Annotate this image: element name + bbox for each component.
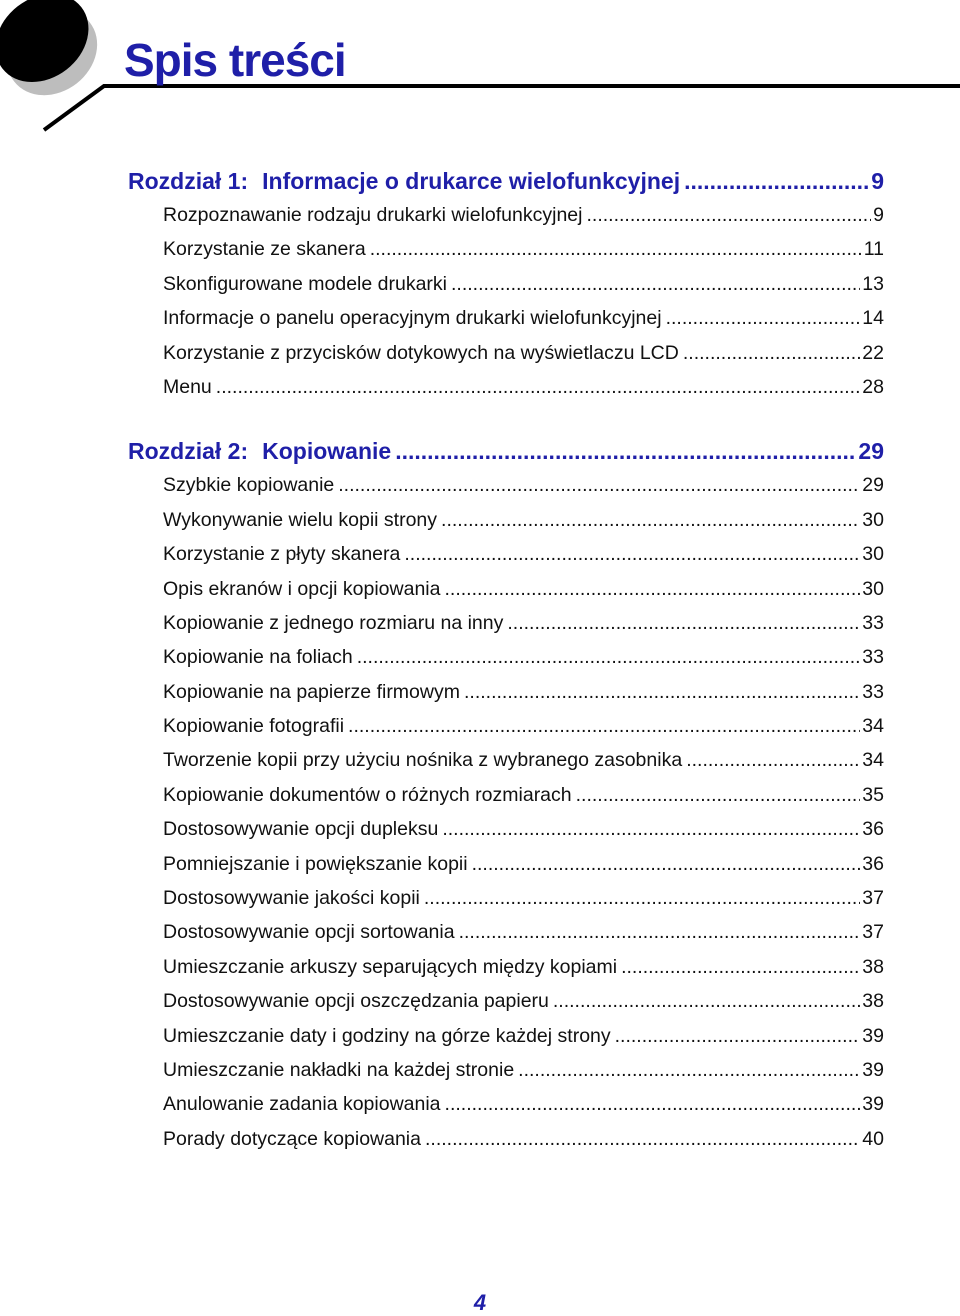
- toc-entry-label: Korzystanie ze skanera: [163, 238, 366, 261]
- toc-entry[interactable]: [163, 1053, 884, 1087]
- toc-entry[interactable]: [163, 537, 884, 571]
- toc-entry-page-number: 29: [862, 474, 884, 497]
- toc-entry-page-number: 38: [862, 955, 884, 978]
- toc-entry[interactable]: [163, 468, 884, 502]
- toc-entry[interactable]: [163, 984, 884, 1018]
- toc-entry-page-number: 33: [862, 680, 884, 703]
- toc-entry-label: Korzystanie z przycisków dotykowych na wyświetlaczu LCD: [163, 341, 679, 364]
- toc-entry-label: Dostosowywanie opcji dupleksu: [163, 818, 439, 841]
- toc-entry[interactable]: [163, 915, 884, 949]
- chapter-page-number: 9: [871, 168, 884, 194]
- toc-entry-label: Wykonywanie wielu kopii strony: [163, 508, 438, 531]
- toc-entry-page-number: 30: [862, 543, 884, 566]
- toc-entry-label: Korzystanie z płyty skanera: [163, 543, 401, 566]
- dot-leader: [464, 675, 860, 709]
- toc-entry-page-number: 13: [862, 272, 884, 295]
- page-title: Spis treści: [124, 34, 346, 86]
- toc-entry[interactable]: [163, 1122, 884, 1156]
- dot-leader: [424, 881, 860, 915]
- toc-entry-page-number: 22: [862, 341, 884, 364]
- dot-leader: [586, 198, 871, 232]
- toc-entry-page-number: 40: [862, 1127, 884, 1150]
- dot-leader: [445, 1087, 861, 1121]
- toc-entry[interactable]: [163, 1087, 884, 1121]
- toc-entry-page-number: 39: [862, 1058, 884, 1081]
- toc-entry[interactable]: [163, 778, 884, 812]
- dot-leader: [444, 572, 860, 606]
- toc-entry[interactable]: [163, 267, 884, 301]
- toc-entry-label: Skonfigurowane modele drukarki: [163, 272, 447, 295]
- toc-entry-label: Kopiowanie fotografii: [163, 715, 345, 738]
- toc-chapter-2[interactable]: [128, 434, 884, 468]
- toc-entry-label: Dostosowywanie opcji oszczędzania papieru: [163, 990, 549, 1013]
- toc-entry-page-number: 14: [862, 307, 884, 330]
- toc-entry-page-number: 35: [862, 783, 884, 806]
- toc-entry[interactable]: [163, 503, 884, 537]
- toc-entry[interactable]: [163, 709, 884, 743]
- dot-leader: [459, 915, 861, 949]
- toc-entry[interactable]: [163, 232, 884, 266]
- toc-entry-label: Pomniejszanie i powiększanie kopii: [163, 852, 468, 875]
- toc-entry-label: Porady dotyczące kopiowania: [163, 1127, 421, 1150]
- chapter-number: Rozdział 1:: [128, 168, 249, 194]
- corner-frame-line: [44, 86, 960, 130]
- toc-entry[interactable]: [163, 370, 884, 404]
- toc-entry-label: Kopiowanie na foliach: [163, 646, 353, 669]
- toc-entry-page-number: 36: [862, 818, 884, 841]
- toc-entry-label: Tworzenie kopii przy użyciu nośnika z wybranego zasobnika: [163, 749, 683, 772]
- toc-entry-label: Umieszczanie nakładki na każdej stronie: [163, 1058, 515, 1081]
- toc-entry-label: Dostosowywanie opcji sortowania: [163, 921, 455, 944]
- toc-entry-page-number: 38: [862, 990, 884, 1013]
- toc-entry[interactable]: [163, 572, 884, 606]
- dot-leader: [621, 950, 860, 984]
- toc-entry-label: Informacje o panelu operacyjnym drukarki wielofunkcyjnej: [163, 307, 662, 330]
- dot-leader: [683, 336, 860, 370]
- toc-entry-label: Opis ekranów i opcji kopiowania: [163, 577, 441, 600]
- toc-entry-label: Menu: [163, 375, 212, 398]
- toc-entry[interactable]: [163, 881, 884, 915]
- dot-leader: [576, 778, 861, 812]
- toc-entry-page-number: 37: [862, 887, 884, 910]
- dot-leader: [441, 503, 860, 537]
- toc-entry-page-number: 11: [863, 238, 884, 261]
- dot-leader: [615, 1019, 861, 1053]
- toc-entry-page-number: 28: [862, 375, 884, 398]
- toc-entry[interactable]: [163, 606, 884, 640]
- dot-leader: [404, 537, 860, 571]
- dot-leader: [507, 606, 860, 640]
- toc-entry-label: Kopiowanie dokumentów o różnych rozmiarach: [163, 783, 572, 806]
- chapter-number: Rozdział 2:: [128, 438, 249, 465]
- dot-leader: [518, 1053, 860, 1087]
- dot-leader: [686, 743, 860, 777]
- toc-entry-label: Kopiowanie z jednego rozmiaru na inny: [163, 611, 504, 634]
- toc-entry-page-number: 34: [862, 749, 884, 772]
- toc-entry-page-number: 39: [862, 1024, 884, 1047]
- chapter-title: Kopiowanie: [262, 438, 392, 465]
- table-of-contents: [128, 164, 884, 1156]
- toc-chapter-1[interactable]: [128, 164, 884, 198]
- dot-leader: [666, 301, 861, 335]
- page-number: 4: [473, 1290, 487, 1315]
- toc-entry-label: Szybkie kopiowanie: [163, 474, 335, 497]
- dot-leader: [553, 984, 860, 1018]
- toc-entry[interactable]: [163, 812, 884, 846]
- toc-entry-page-number: 33: [862, 611, 884, 634]
- dot-leader: [348, 709, 860, 743]
- toc-entry[interactable]: [163, 301, 884, 335]
- toc-entry-page-number: 33: [862, 646, 884, 669]
- toc-entry-page-number: 30: [862, 508, 884, 531]
- dot-leader: [338, 468, 860, 502]
- toc-entry-page-number: 9: [873, 204, 884, 226]
- toc-entry-label: Umieszczanie daty i godziny na górze każdej strony: [163, 1024, 611, 1047]
- toc-entry-page-number: 36: [862, 852, 884, 875]
- toc-entry-page-number: 34: [862, 715, 884, 738]
- toc-entry[interactable]: [163, 336, 884, 370]
- chapter-page-number: 29: [858, 438, 884, 465]
- toc-entry-label: Dostosowywanie jakości kopii: [163, 887, 420, 910]
- toc-entry[interactable]: [163, 950, 884, 984]
- toc-entry[interactable]: [163, 640, 884, 674]
- dot-leader: [451, 267, 860, 301]
- toc-entry-page-number: 30: [862, 577, 884, 600]
- toc-entry[interactable]: [163, 198, 884, 232]
- toc-entry-label: Kopiowanie na papierze firmowym: [163, 680, 460, 703]
- dot-leader: [425, 1122, 860, 1156]
- dot-leader: [472, 847, 861, 881]
- toc-entry-page-number: 37: [862, 921, 884, 944]
- dot-leader: [684, 164, 869, 198]
- toc-entry[interactable]: [163, 675, 884, 709]
- toc-entry-label: Umieszczanie arkuszy separujących między kopiami: [163, 955, 618, 978]
- dot-leader: [357, 640, 861, 674]
- toc-entry[interactable]: [163, 1019, 884, 1053]
- dot-leader: [395, 434, 856, 468]
- toc-entry-page-number: 39: [862, 1093, 884, 1116]
- toc-entry-label: Anulowanie zadania kopiowania: [163, 1093, 441, 1116]
- toc-entry[interactable]: [163, 847, 884, 881]
- dot-leader: [442, 812, 860, 846]
- toc-entry[interactable]: [163, 743, 884, 777]
- toc-entry-label: Rozpoznawanie rodzaju drukarki wielofunkcyjnej: [163, 204, 583, 226]
- dot-leader: [216, 370, 861, 404]
- dot-leader: [370, 232, 862, 266]
- chapter-title: Informacje o drukarce wielofunkcyjnej: [262, 168, 681, 194]
